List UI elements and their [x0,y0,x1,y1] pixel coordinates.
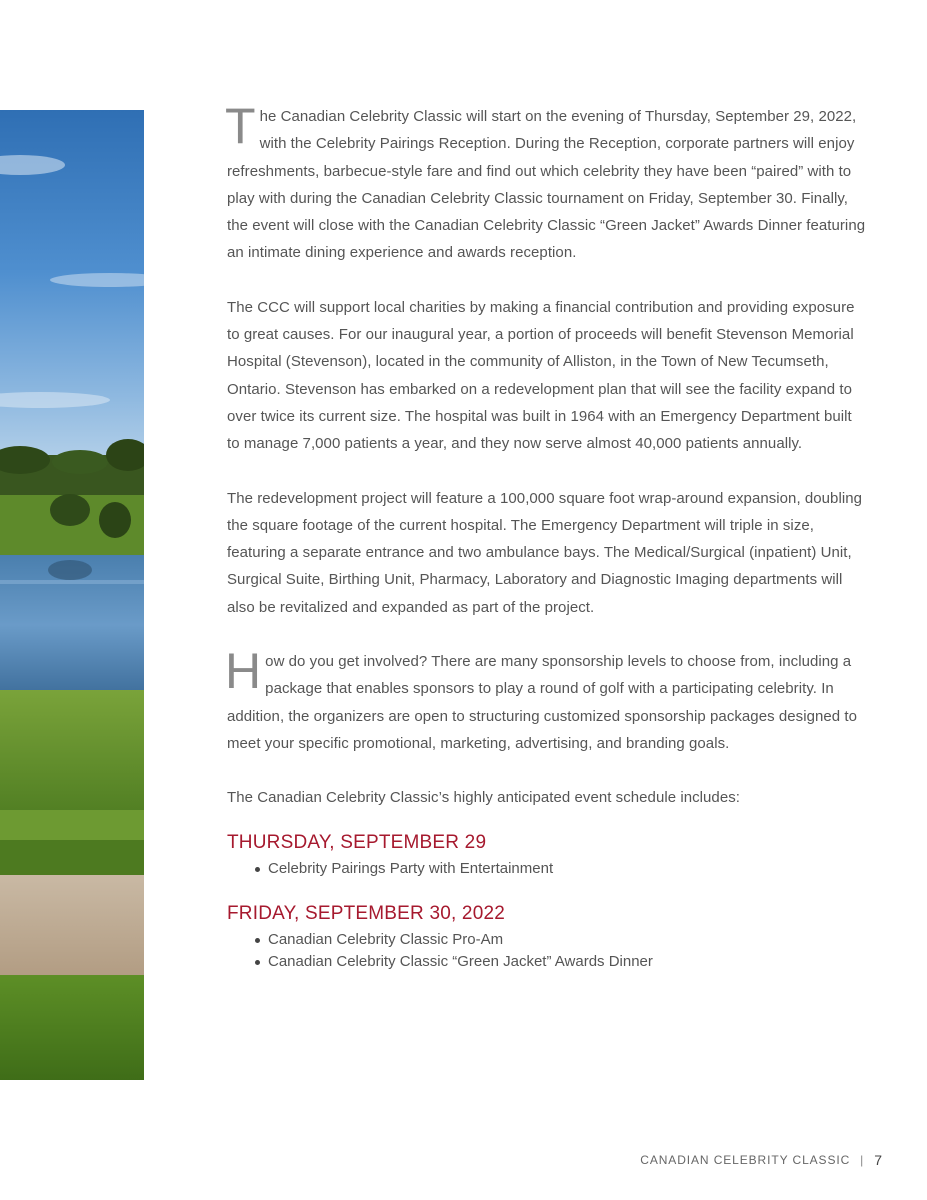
schedule-item: Canadian Celebrity Classic Pro-Am [253,929,867,951]
involvement-paragraph [225,643,867,757]
schedule-day [227,901,867,972]
page-number: 7 [874,1152,882,1168]
redevelopment-paragraph: The redevelopment project will feature a 100,000 square foot wrap-around expansion, doubling the square footage of the current hospital. The Emergency Department will triple in size, featuring a separate entrance and two ambulance bays. The Medical/Surgical (inpatient) Unit, Surgical Suite, Birthing Unit, Pharmacy, Laboratory and Diagnostic Imaging departments will also be revitalized and expanded as part of the project. [227,489,863,616]
schedule-day [227,830,867,880]
golf-course-photo [0,110,144,1080]
schedule-day-heading: FRIDAY, SEPTEMBER 30, 2022 [227,903,506,925]
intro-text: he Canadian Celebrity Classic will start on the evening of Thursday, September 29, 2022, with the Celebrity Pairings Reception. During the Reception, corporate partners will enjoy refreshments, barbecue-style fare and find out which celebrity they have been “paired” with to play with during the Canadian Celebrity Classic tournament on Friday, September 30. Finally, the event will close with the Canadian Celebrity Classic “Green Jacket” Awards Dinner featuring an intimate dining experience and awards reception. [227,108,866,262]
dropcap-t: T [225,98,256,154]
schedule-item-list [227,858,867,880]
footer-title: CANADIAN CELEBRITY CLASSIC [640,1153,851,1167]
footer-separator: | [860,1153,865,1167]
intro-paragraph [225,98,867,267]
schedule-item: Canadian Celebrity Classic “Green Jacket” Awards Dinner [253,951,867,973]
dropcap-h: H [225,643,262,700]
schedule-intro: The Canadian Celebrity Classic’s highly anticipated event schedule includes: [227,789,740,807]
schedule-day-heading: THURSDAY, SEPTEMBER 29 [227,831,487,853]
page-footer [640,1152,882,1168]
main-content [225,98,867,994]
involvement-text: ow do you get involved? There are many sponsorship levels to choose from, including a package that enables sponsors to play a round of golf with a participating celebrity. In addition, the organizers are open to structuring customized sponsorship packages designed to meet your specific promotional, marketing, advertising, and branding goals. [227,653,857,752]
schedule-item-list [227,929,867,972]
schedule-item: Celebrity Pairings Party with Entertainment [253,858,867,880]
charity-paragraph: The CCC will support local charities by making a financial contribution and providing exposure to great causes. For our inaugural year, a portion of proceeds will benefit Stevenson Memorial Hospital (Stevenson), located in the community of Alliston, in the Town of New Tecumseth, Ontario. Stevenson has embarked on a redevelopment plan that will see the facility expand to over twice its current size. The hospital was built in 1964 with an Emergency Department built to manage 7,000 patients a year, and they now serve almost 40,000 patients annually. [227,298,855,453]
